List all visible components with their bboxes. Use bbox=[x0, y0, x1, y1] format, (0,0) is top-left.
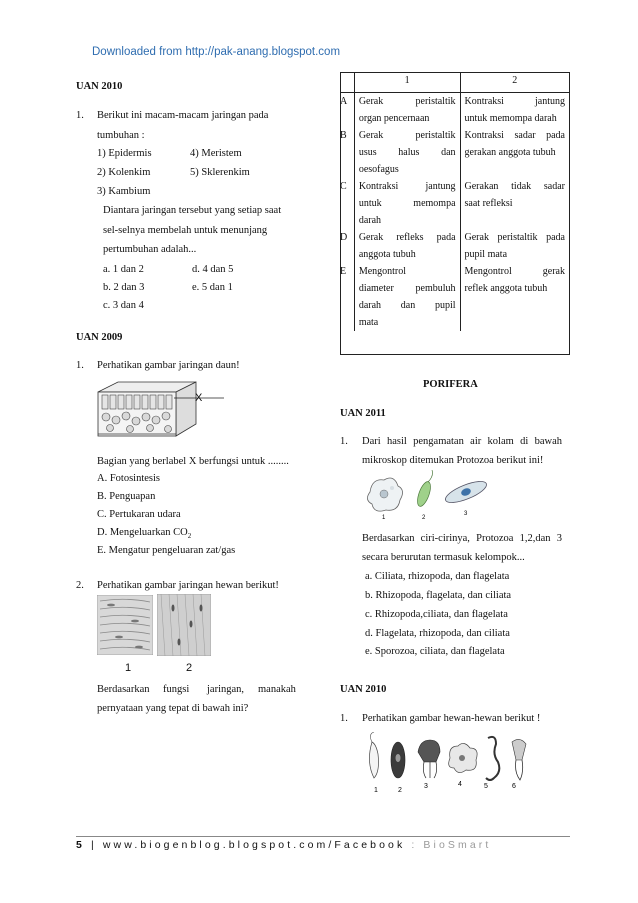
cell-line: Kontraksi sadar pada bbox=[464, 130, 565, 141]
list-item: 5) Sklerenkim bbox=[190, 167, 250, 178]
table-row bbox=[340, 229, 570, 263]
cell-line: darah dan pupil bbox=[358, 300, 456, 311]
cell-line: Mengontrol bbox=[358, 266, 407, 277]
answer-option: a. Ciliata, rhizopoda, dan flagelata bbox=[365, 571, 510, 582]
question-text: Perhatikan gambar hewan-hewan berikut ! bbox=[362, 713, 541, 724]
protozoa-image bbox=[364, 470, 504, 520]
answer-option: d. Flagelata, rhizopoda, dan ciliata bbox=[365, 628, 510, 639]
answer-option: E. Mengatur pengeluaran zat/gas bbox=[97, 545, 236, 556]
table-cell bbox=[354, 263, 460, 331]
section-heading: UAN 2009 bbox=[76, 332, 123, 343]
row-letter: B bbox=[340, 127, 354, 178]
animal-label: 4 bbox=[458, 781, 462, 788]
figure-label-1: 1 bbox=[125, 662, 132, 674]
cell-line: Mengontrol gerak bbox=[464, 266, 565, 277]
list-item: 4) Meristem bbox=[190, 148, 242, 159]
cell-line: anggota tubuh bbox=[358, 249, 416, 260]
cell-line: Gerak peristaltik pada bbox=[464, 232, 565, 243]
table-row bbox=[340, 178, 570, 229]
answer-option: b. 2 dan 3 bbox=[103, 282, 145, 293]
question-stem: Diantara jaringan tersebut yang setiap saat bbox=[103, 205, 282, 216]
protozoa-label: 1 bbox=[382, 515, 386, 520]
list-item: 1) Epidermis bbox=[97, 148, 152, 159]
answer-option: B. Penguapan bbox=[97, 491, 156, 502]
table-header-row bbox=[340, 72, 570, 93]
chapter-title: PORIFERA bbox=[423, 379, 478, 390]
page-footer bbox=[76, 836, 570, 851]
question-number: 2. bbox=[76, 580, 84, 591]
footer-colon: : bbox=[411, 839, 418, 851]
cell-line: Kontraksi jantung bbox=[464, 96, 565, 107]
footer-site[interactable]: www.biogenblog.blogspot.com/Facebook bbox=[102, 839, 406, 851]
table-header-cell: 2 bbox=[460, 72, 569, 93]
protozoa-label: 3 bbox=[464, 511, 468, 517]
question-text: Perhatikan gambar jaringan daun! bbox=[97, 360, 240, 371]
answer-option: b. Rhizopoda, flagelata, dan ciliata bbox=[365, 590, 512, 601]
section-heading: UAN 2011 bbox=[340, 408, 386, 419]
answer-option: e. Sporozoa, ciliata, dan flagelata bbox=[365, 646, 505, 657]
table-cell bbox=[354, 127, 460, 178]
table-row bbox=[340, 263, 570, 331]
question-stem: pertumbuhan adalah... bbox=[103, 244, 197, 255]
table-cell bbox=[460, 229, 569, 263]
list-item: 3) Kambium bbox=[97, 186, 151, 197]
row-letter: A bbox=[340, 93, 354, 128]
question-text: Berikut ini macam-macam jaringan pada bbox=[97, 110, 269, 121]
question-text: Perhatikan gambar jaringan hewan berikut! bbox=[97, 580, 279, 591]
cell-line: pupil mata bbox=[464, 249, 508, 260]
question-stem-word: jaringan, bbox=[207, 684, 245, 695]
footer-separator: | bbox=[90, 839, 97, 851]
muscle-tissue-image-1 bbox=[97, 595, 153, 655]
co2-subscript: 2 bbox=[187, 532, 192, 541]
table-row bbox=[340, 93, 570, 128]
row-letter: D bbox=[340, 229, 354, 263]
answer-option: c. 3 dan 4 bbox=[103, 300, 144, 311]
cell-line: darah bbox=[358, 215, 382, 226]
answer-option: e. 5 dan 1 bbox=[192, 282, 233, 293]
question-stem-word: fungsi bbox=[163, 684, 190, 695]
question-stem-word: Berdasarkan bbox=[97, 684, 150, 695]
list-item: 2) Kolenkim bbox=[97, 167, 151, 178]
animal-label: 3 bbox=[424, 783, 428, 790]
cell-line: Gerak refleks pada bbox=[358, 232, 456, 243]
row-letter: C bbox=[340, 178, 354, 229]
table-header-cell: 1 bbox=[354, 72, 460, 93]
question-number: 1. bbox=[76, 110, 84, 121]
figure-label-2: 2 bbox=[186, 662, 193, 674]
table-cell bbox=[460, 178, 569, 229]
animal-label: 5 bbox=[484, 783, 488, 790]
cell-line: Gerak peristaltik bbox=[358, 130, 456, 141]
table-cell bbox=[354, 93, 460, 128]
question-text: tumbuhan : bbox=[97, 130, 145, 141]
animal-label: 6 bbox=[512, 783, 516, 790]
animals-image bbox=[364, 732, 530, 794]
cell-line: untuk memompa darah bbox=[464, 113, 557, 124]
answer-table bbox=[340, 72, 570, 331]
question-number: 1. bbox=[340, 436, 348, 447]
question-text: Dari hasil pengamatan air kolam di bawah bbox=[362, 436, 562, 447]
answer-option-text: D. Mengeluarkan CO bbox=[97, 527, 188, 538]
cell-line: mata bbox=[358, 317, 379, 328]
table-cell bbox=[460, 263, 569, 331]
cell-line: organ pencernaan bbox=[358, 113, 430, 124]
table-cell bbox=[460, 127, 569, 178]
muscle-tissue-image-2 bbox=[157, 594, 211, 656]
animal-label: 1 bbox=[374, 787, 378, 794]
question-stem: Bagian yang berlabel X berfungsi untuk ........ bbox=[97, 456, 289, 467]
answer-option: C. Pertukaran udara bbox=[97, 509, 181, 520]
cell-line: gerakan anggota tubuh bbox=[464, 147, 556, 158]
table-row bbox=[340, 127, 570, 178]
cell-line: reflek anggota tubuh bbox=[464, 283, 548, 294]
cell-line: Kontraksi jantung bbox=[358, 181, 456, 192]
answer-option: a. 1 dan 2 bbox=[103, 264, 144, 275]
table-cell bbox=[460, 93, 569, 128]
question-stem: Berdasarkan ciri-cirinya, Protozoa 1,2,dan 3 bbox=[362, 533, 562, 544]
answer-option: c. Rhizopoda,ciliata, dan flagelata bbox=[365, 609, 508, 620]
table-cell bbox=[354, 178, 460, 229]
question-stem: sel-selnya membelah untuk menunjang bbox=[103, 225, 268, 236]
protozoa-label: 2 bbox=[422, 515, 426, 520]
cell-line: usus halus dan bbox=[358, 147, 456, 158]
cell-line: Gerak peristaltik bbox=[358, 96, 456, 107]
question-stem-word: manakah bbox=[258, 684, 296, 695]
leaf-tissue-image bbox=[96, 378, 246, 444]
answer-option: A. Fotosintesis bbox=[97, 473, 161, 484]
table-cell bbox=[354, 229, 460, 263]
cell-line: diameter pembuluh bbox=[358, 283, 456, 294]
table-header-cell bbox=[340, 72, 354, 93]
footer-brand: BioSmart bbox=[423, 839, 492, 851]
cell-line: saat refleksi bbox=[464, 198, 513, 209]
cell-line: untuk memompa bbox=[358, 198, 456, 209]
answer-option: d. 4 dan 5 bbox=[192, 264, 234, 275]
cell-line: Gerakan tidak sadar bbox=[464, 181, 565, 192]
section-heading: UAN 2010 bbox=[340, 684, 387, 695]
question-text: mikroskop ditemukan Protozoa berikut ini! bbox=[362, 455, 544, 466]
question-stem: pernyataan yang tepat di bawah ini? bbox=[97, 703, 249, 714]
row-letter: E bbox=[340, 263, 354, 331]
animal-label: 2 bbox=[398, 787, 402, 794]
download-link[interactable]: Downloaded from http://pak-anang.blogspot.com bbox=[92, 46, 341, 58]
question-number: 1. bbox=[76, 360, 84, 371]
label-x: X bbox=[195, 392, 203, 404]
question-stem: secara berurutan termasuk kelompok... bbox=[362, 552, 525, 563]
question-number: 1. bbox=[340, 713, 348, 724]
page-number: 5 bbox=[76, 839, 85, 851]
section-heading: UAN 2010 bbox=[76, 81, 123, 92]
cell-line: oesofagus bbox=[358, 164, 399, 175]
